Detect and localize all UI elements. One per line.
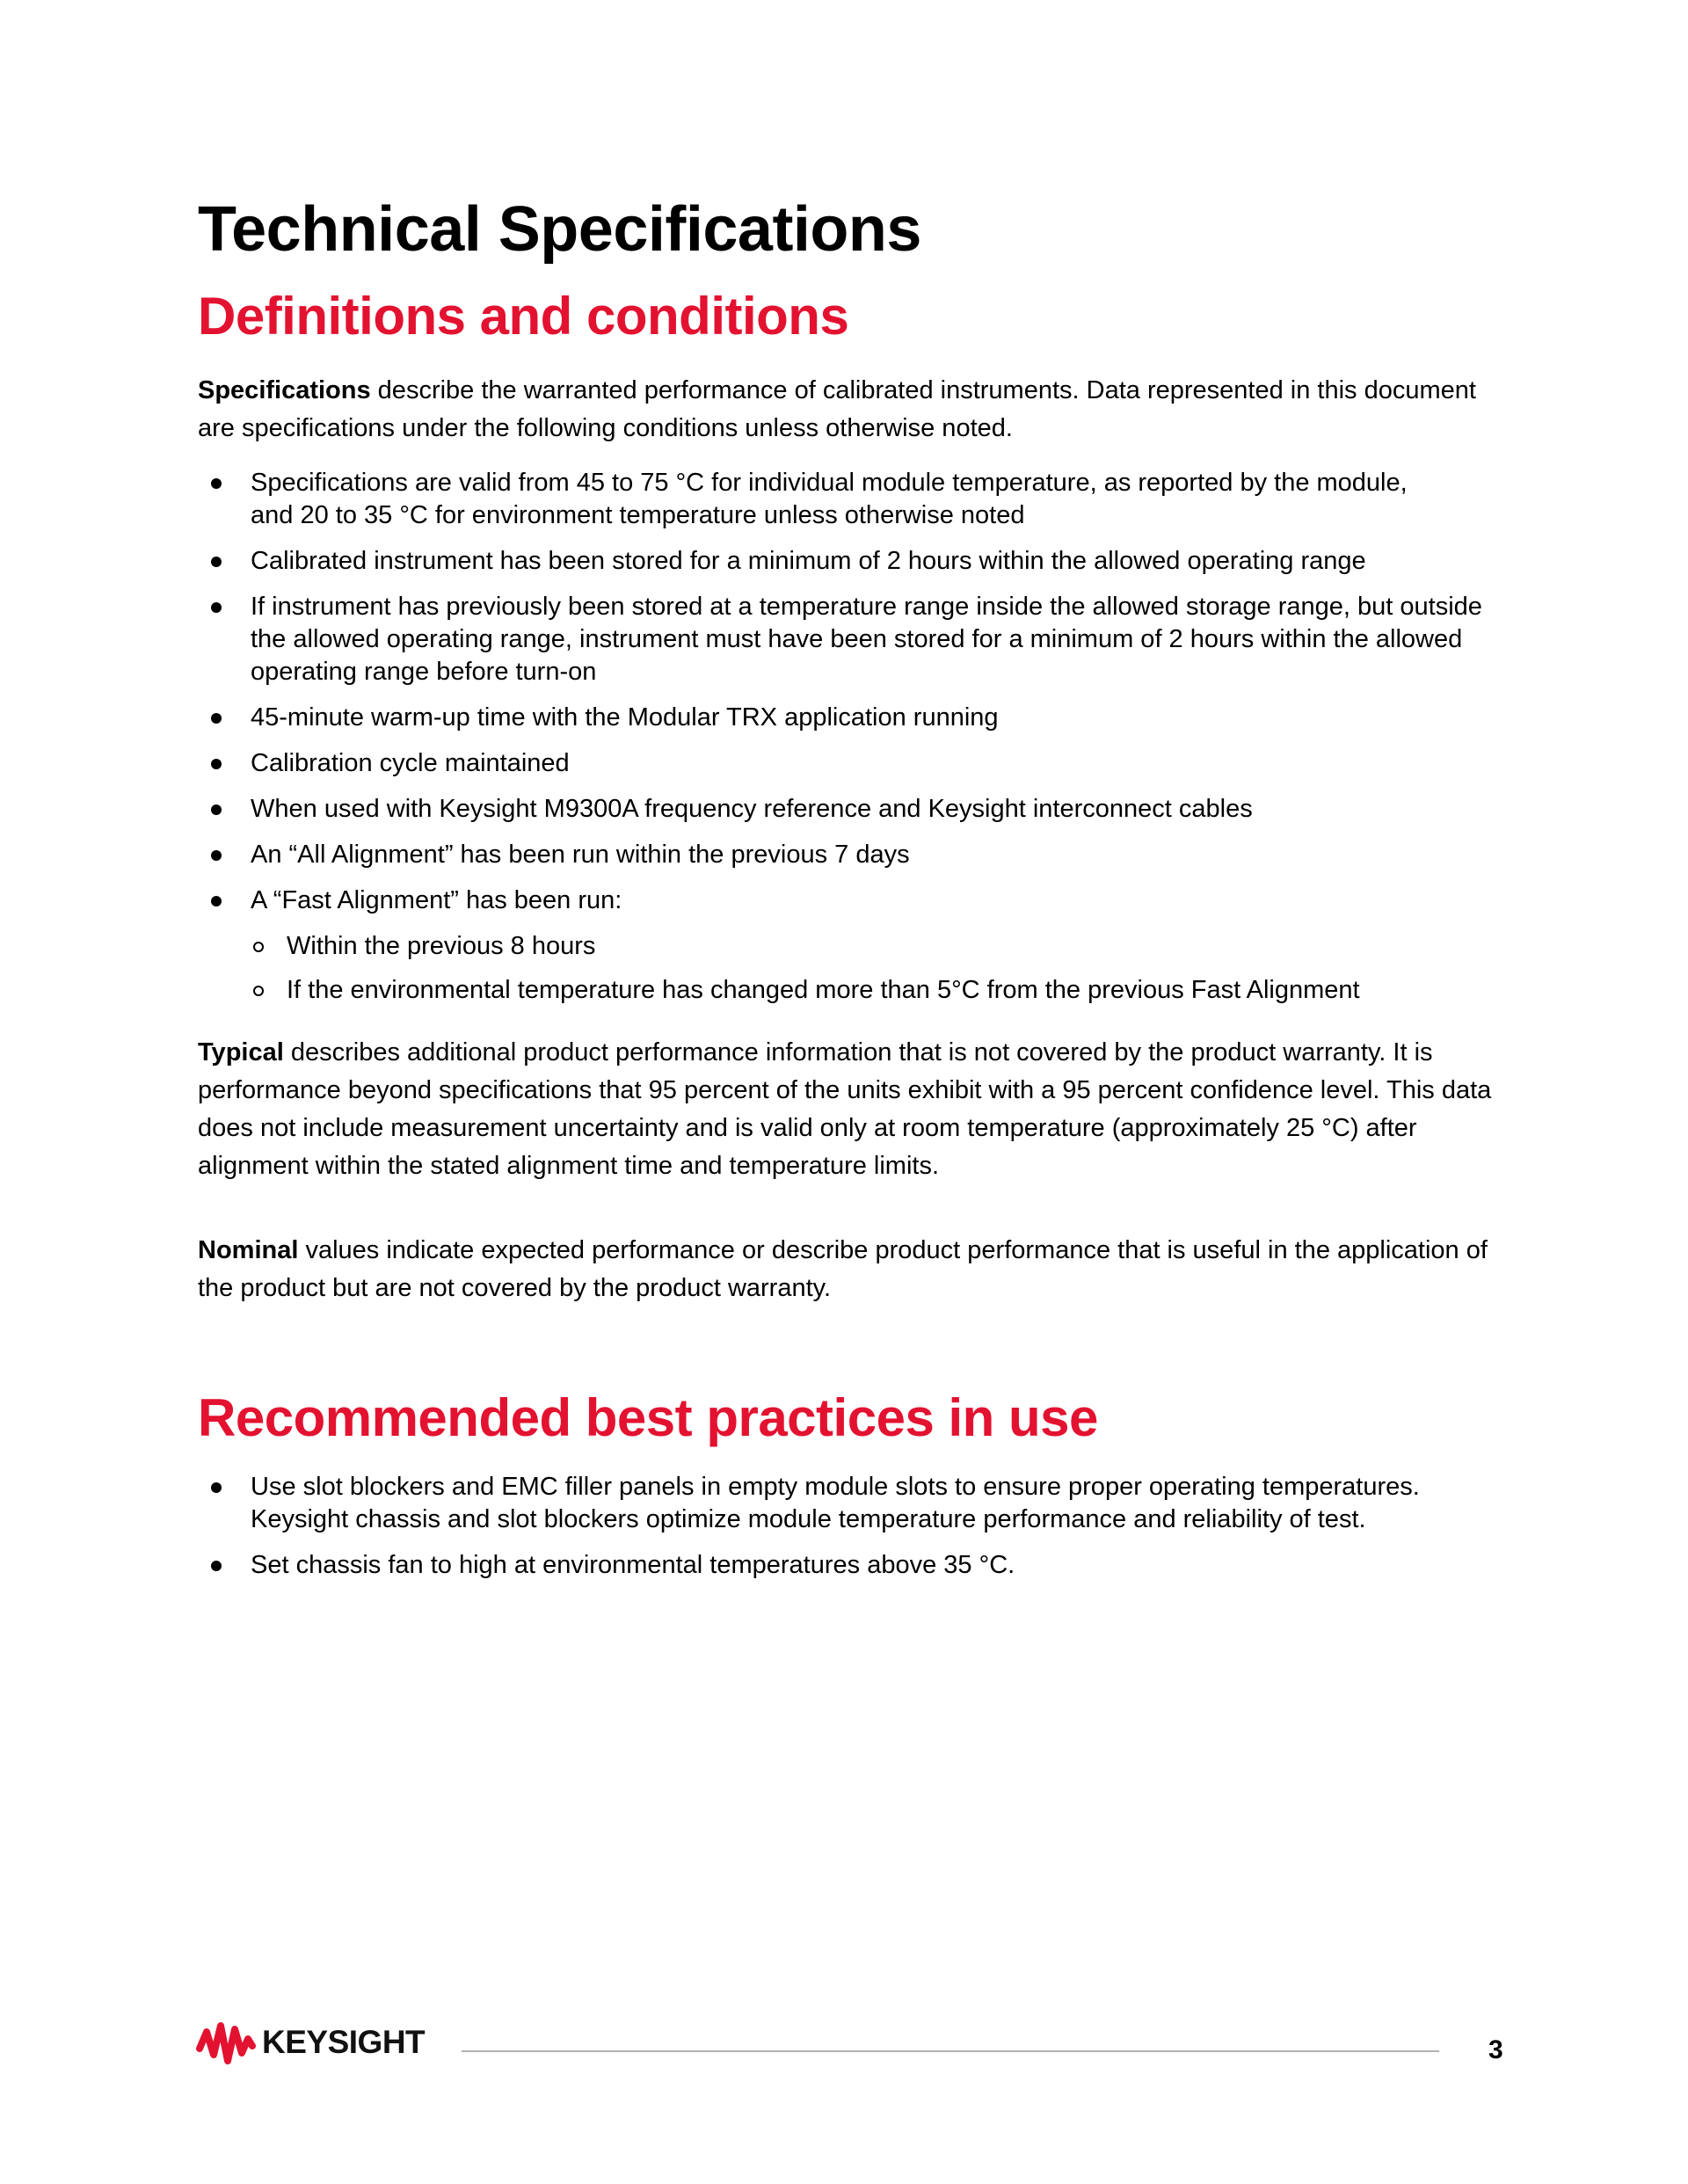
keysight-logo [196,2020,425,2064]
list-item [198,793,1517,826]
list-item [198,591,1517,688]
bullet-dot [211,478,222,489]
nominal-lead-word: Nominal [198,1236,299,1264]
bullet-dot [211,1561,222,1571]
nominal-paragraph [198,1232,1517,1307]
document-content [198,0,1517,1595]
list-item [198,747,1517,780]
bullet-text: When used with Keysight M9300A frequency reference and Keysight interconnect cables [251,795,1253,823]
bullet-dot [211,804,222,815]
bullet-dot [211,896,222,906]
bullet-dot [211,713,222,724]
bullet-text: A “Fast Alignment” has been run: [251,886,622,914]
list-item [198,1471,1517,1536]
section-heading-practices: Recommended best practices in use [198,1388,1098,1447]
bullet-text: Set chassis fan to high at environmental temperatures above 35 °C. [251,1551,1015,1579]
bullet-text: 45-minute warm-up time with the Modular TRX application running [251,703,999,732]
list-item [198,702,1517,734]
list-item [198,545,1517,578]
list-item [198,1549,1517,1582]
sub-bullet-text: If the environmental temperature has changed more than 5°C from the previous Fast Alignment [287,976,1360,1004]
intro-paragraph [198,372,1517,448]
bullet-text: If instrument has previously been stored at a temperature range inside the allowed storage range, but outside the allowed operating range, instrument must have been stored for a minimum of 2 hours within the allowed operating range before turn-on [251,593,1482,686]
bullet-text: Use slot blockers and EMC filler panels in empty module slots to ensure proper operating temperatures. Keysight chassis and slot blockers optimize module temperature performance and reliability of test. [251,1473,1420,1533]
section-heading-definitions: Definitions and conditions [198,287,849,346]
keysight-logo-text: KEYSIGHT [262,2024,426,2060]
bullet-text: Calibration cycle maintained [251,749,570,777]
list-item [198,467,1517,532]
sub-list-item [251,930,1517,963]
typical-text: describes additional product performance information that is not covered by the product warranty. It is performance beyond specifications that 95 percent of the units exhibit with a 95 percent confidence level. This data does not include measurement uncertainty and is valid only at room temperature (approximately 25 °C) after alignment within the stated alignment time and temperature limits. [198,1038,1492,1180]
typical-paragraph [198,1034,1517,1185]
bullet-dot [211,759,222,769]
hollow-bullet-circle [253,986,264,996]
conditions-list [198,467,1517,1007]
bullet-dot [211,602,222,613]
keysight-spark-icon [196,2020,256,2064]
page-number: 3 [1488,2035,1503,2064]
nominal-text: values indicate expected performance or describe product performance that is useful in the application of the product but are not covered by the product warranty. [198,1236,1488,1302]
bullet-dot [211,1482,222,1493]
sub-bullet-text: Within the previous 8 hours [287,932,596,960]
footer-rule [462,2050,1439,2052]
bullet-text: Specifications are valid from 45 to 75 °C for individual module temperature, as reported by the module, and 20 to 35 °C for environment temperature unless otherwise noted [251,469,1408,529]
intro-text: describe the warranted performance of calibrated instruments. Data represented in this document are specifications under the following conditions unless otherwise noted. [198,376,1476,442]
bullet-text: An “All Alignment” has been run within the previous 7 days [251,841,910,869]
bullet-dot [211,557,222,567]
hollow-bullet-circle [253,942,264,952]
list-item [198,839,1517,871]
fast-alignment-sublist [251,930,1517,1007]
bullet-text: Calibrated instrument has been stored for a minimum of 2 hours within the allowed operating range [251,547,1366,575]
list-item [198,885,1517,1007]
intro-lead-word: Specifications [198,376,371,404]
page-title: Technical Specifications [198,194,921,265]
practices-list [198,1471,1517,1582]
typical-lead-word: Typical [198,1038,284,1067]
bullet-dot [211,850,222,861]
sub-list-item [251,974,1517,1007]
